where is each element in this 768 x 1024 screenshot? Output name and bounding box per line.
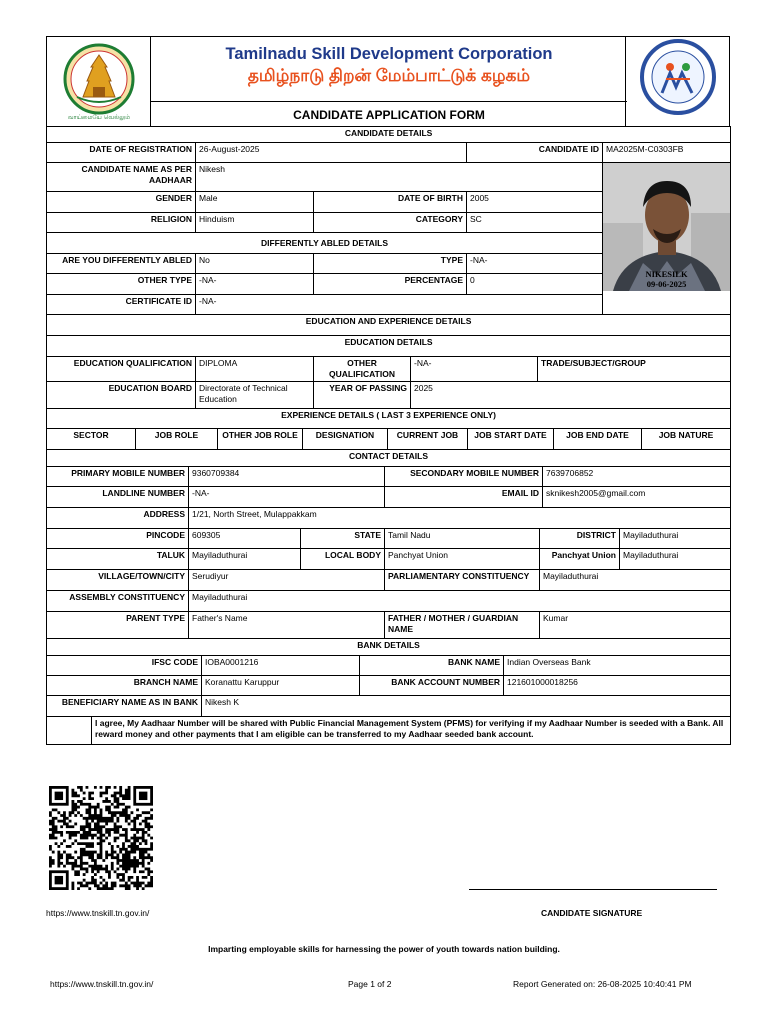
other-type-value: -NA- — [196, 274, 314, 295]
application-form — [46, 36, 730, 745]
dob-label: DATE OF BIRTH — [314, 192, 467, 213]
date-of-registration-label: DATE OF REGISTRATION — [47, 143, 196, 163]
year-of-passing-label: YEAR OF PASSING — [314, 382, 411, 409]
ifsc-label: IFSC CODE — [47, 656, 202, 676]
percentage-label: PERCENTAGE — [314, 274, 467, 295]
address-label: ADDRESS — [47, 508, 189, 529]
other-qualification-label: OTHER QUALIFICATION — [314, 357, 411, 382]
tnsdc-logo-icon — [625, 37, 729, 127]
experience-column-header: OTHER JOB ROLE — [218, 429, 303, 450]
location-table — [46, 528, 731, 570]
gender-label: GENDER — [47, 192, 196, 213]
bank-name-label: BANK NAME — [360, 656, 504, 676]
candidate-name-value: Nikesh — [196, 163, 603, 192]
svg-text:வாய்மையே வெல்லும்: வாய்மையே வெல்லும் — [67, 114, 131, 121]
ifsc-value: IOBA0001216 — [202, 656, 360, 676]
photo-caption-date: 09-06-2025 — [646, 279, 687, 289]
tagline: Imparting employable skills for harnessing the power of youth towards nation building. — [208, 944, 560, 954]
differently-abled-value: No — [196, 254, 314, 274]
other-qualification-value: -NA- — [411, 357, 538, 382]
account-number-value: 121601000018256 — [504, 676, 731, 696]
bank-name-value: Indian Overseas Bank — [504, 656, 731, 676]
branch-name-label: BRANCH NAME — [47, 676, 202, 696]
candidate-id-label: CANDIDATE ID — [467, 143, 603, 163]
percentage-value: 0 — [467, 274, 603, 295]
experience-column-header: JOB ROLE — [136, 429, 218, 450]
education-qualification-value: DIPLOMA — [196, 357, 314, 382]
tamilnadu-emblem-icon — [47, 37, 151, 127]
branch-name-value: Koranattu Karuppur — [202, 676, 360, 696]
form-title: CANDIDATE APPLICATION FORM — [151, 101, 627, 127]
beneficiary-label: BENEFICIARY NAME AS IN BANK — [47, 696, 202, 717]
category-label: CATEGORY — [314, 213, 467, 233]
education-board-value: Directorate of Technical Education — [196, 382, 314, 409]
local-body-label: LOCAL BODY — [301, 549, 385, 570]
signature-line — [469, 889, 717, 890]
org-name-english: Tamilnadu Skill Development Corporation — [225, 45, 553, 63]
religion-value: Hinduism — [196, 213, 314, 233]
differently-abled-heading: DIFFERENTLY ABLED DETAILS — [47, 233, 603, 254]
qr-url[interactable]: https://www.tnskill.tn.gov.in/ — [46, 908, 150, 918]
candidate-photo — [603, 163, 730, 291]
certificate-id-label: CERTIFICATE ID — [47, 295, 196, 315]
district-value: Mayiladuthurai — [620, 529, 731, 549]
state-label: STATE — [301, 529, 385, 549]
taluk-label: TALUK — [47, 549, 189, 570]
experience-column-header: JOB END DATE — [554, 429, 642, 450]
parliamentary-label: PARLIAMENTARY CONSTITUENCY — [385, 570, 540, 591]
landline-value: -NA- — [189, 487, 385, 508]
local-body-value: Panchyat Union — [385, 549, 540, 570]
report-generated: Report Generated on: 26-08-2025 10:40:41 PM — [513, 979, 692, 989]
parent-type-value: Father's Name — [189, 612, 385, 639]
candidate-name-label: CANDIDATE NAME AS PER AADHAAR — [47, 163, 196, 192]
consent-checkbox — [47, 717, 92, 745]
candidate-signature-label: CANDIDATE SIGNATURE — [541, 908, 643, 918]
email-label: EMAIL ID — [385, 487, 543, 508]
education-details-heading: EDUCATION DETAILS — [47, 336, 731, 357]
candidate-details-heading: CANDIDATE DETAILS — [47, 127, 731, 143]
form-header — [46, 36, 730, 126]
experience-column-header: DESIGNATION — [303, 429, 388, 450]
trade-subject-group-label: TRADE/SUBJECT/GROUP — [538, 357, 731, 382]
experience-column-header: CURRENT JOB — [388, 429, 468, 450]
parliamentary-value: Mayiladuthurai — [540, 570, 731, 591]
dob-value: 2005 — [467, 192, 603, 213]
email-value: sknikesh2005@gmail.com — [543, 487, 731, 508]
account-number-label: BANK ACCOUNT NUMBER — [360, 676, 504, 696]
footer-site-url[interactable]: https://www.tnskill.tn.gov.in/ — [50, 979, 154, 989]
religion-label: RELIGION — [47, 213, 196, 233]
assembly-label: ASSEMBLY CONSTITUENCY — [47, 591, 189, 612]
org-name-tamil: தமிழ்நாடு திறன் மேம்பாட்டுக் கழகம் — [247, 66, 531, 85]
guardian-value: Kumar — [540, 612, 731, 639]
experience-column-header: JOB NATURE — [642, 429, 731, 450]
qr-code — [46, 786, 156, 890]
landline-label: LANDLINE NUMBER — [47, 487, 189, 508]
category-value: SC — [467, 213, 603, 233]
experience-column-header: JOB START DATE — [468, 429, 554, 450]
village-label: VILLAGE/TOWN/CITY — [47, 570, 189, 591]
differently-abled-label: ARE YOU DIFFERENTLY ABLED — [47, 254, 196, 274]
pincode-value: 609305 — [189, 529, 301, 549]
district-label: DISTRICT — [540, 529, 620, 549]
contact-table — [46, 449, 731, 529]
bank-table — [46, 638, 731, 717]
certificate-id-value: -NA- — [196, 295, 603, 315]
pincode-label: PINCODE — [47, 529, 189, 549]
other-type-label: OTHER TYPE — [47, 274, 196, 295]
candidate-photo-cell — [603, 163, 731, 315]
candidate-id-value: MA2025M-C0303FB — [603, 143, 731, 163]
experience-column-header: SECTOR — [47, 429, 136, 450]
form-table — [46, 126, 731, 429]
parent-type-label: PARENT TYPE — [47, 612, 189, 639]
secondary-mobile-value: 7639706852 — [543, 467, 731, 487]
date-of-registration-value: 26-August-2025 — [196, 143, 467, 163]
experience-table — [46, 428, 731, 450]
village-value: Serudiyur — [189, 570, 385, 591]
primary-mobile-label: PRIMARY MOBILE NUMBER — [47, 467, 189, 487]
education-qualification-label: EDUCATION QUALIFICATION — [47, 357, 196, 382]
state-value: Tamil Nadu — [385, 529, 540, 549]
consent-table — [46, 716, 731, 745]
experience-details-heading: EXPERIENCE DETAILS ( LAST 3 EXPERIENCE ONLY) — [47, 409, 731, 429]
disability-type-value: -NA- — [467, 254, 603, 274]
beneficiary-value: Nikesh K — [202, 696, 731, 717]
address-value: 1/21, North Street, Mulappakkam — [189, 508, 731, 529]
photo-caption — [603, 269, 730, 289]
panchyat-union-value: Mayiladuthurai — [620, 549, 731, 570]
constituency-table — [46, 569, 731, 639]
header-title-area — [151, 37, 627, 127]
taluk-value: Mayiladuthurai — [189, 549, 301, 570]
education-board-label: EDUCATION BOARD — [47, 382, 196, 409]
guardian-label: FATHER / MOTHER / GUARDIAN NAME — [385, 612, 540, 639]
education-experience-heading: EDUCATION AND EXPERIENCE DETAILS — [47, 315, 731, 336]
disability-type-label: TYPE — [314, 254, 467, 274]
panchyat-union-label: Panchyat Union — [540, 549, 620, 570]
gender-value: Male — [196, 192, 314, 213]
photo-caption-name: NIKESILK — [645, 269, 688, 279]
page-number: Page 1 of 2 — [348, 979, 392, 989]
secondary-mobile-label: SECONDARY MOBILE NUMBER — [385, 467, 543, 487]
consent-text: I agree, My Aadhaar Number will be shared with Public Financial Management System (PFMS) for verifying if my Aadhaar Number is seeded with a Bank. All reward money and other payments that I am eligible can be transferred to my Aadhaar seeded bank account. — [92, 717, 731, 745]
year-of-passing-value: 2025 — [411, 382, 731, 409]
assembly-value: Mayiladuthurai — [189, 591, 731, 612]
primary-mobile-value: 9360709384 — [189, 467, 385, 487]
bank-details-heading: BANK DETAILS — [47, 639, 731, 656]
contact-details-heading: CONTACT DETAILS — [47, 450, 731, 467]
